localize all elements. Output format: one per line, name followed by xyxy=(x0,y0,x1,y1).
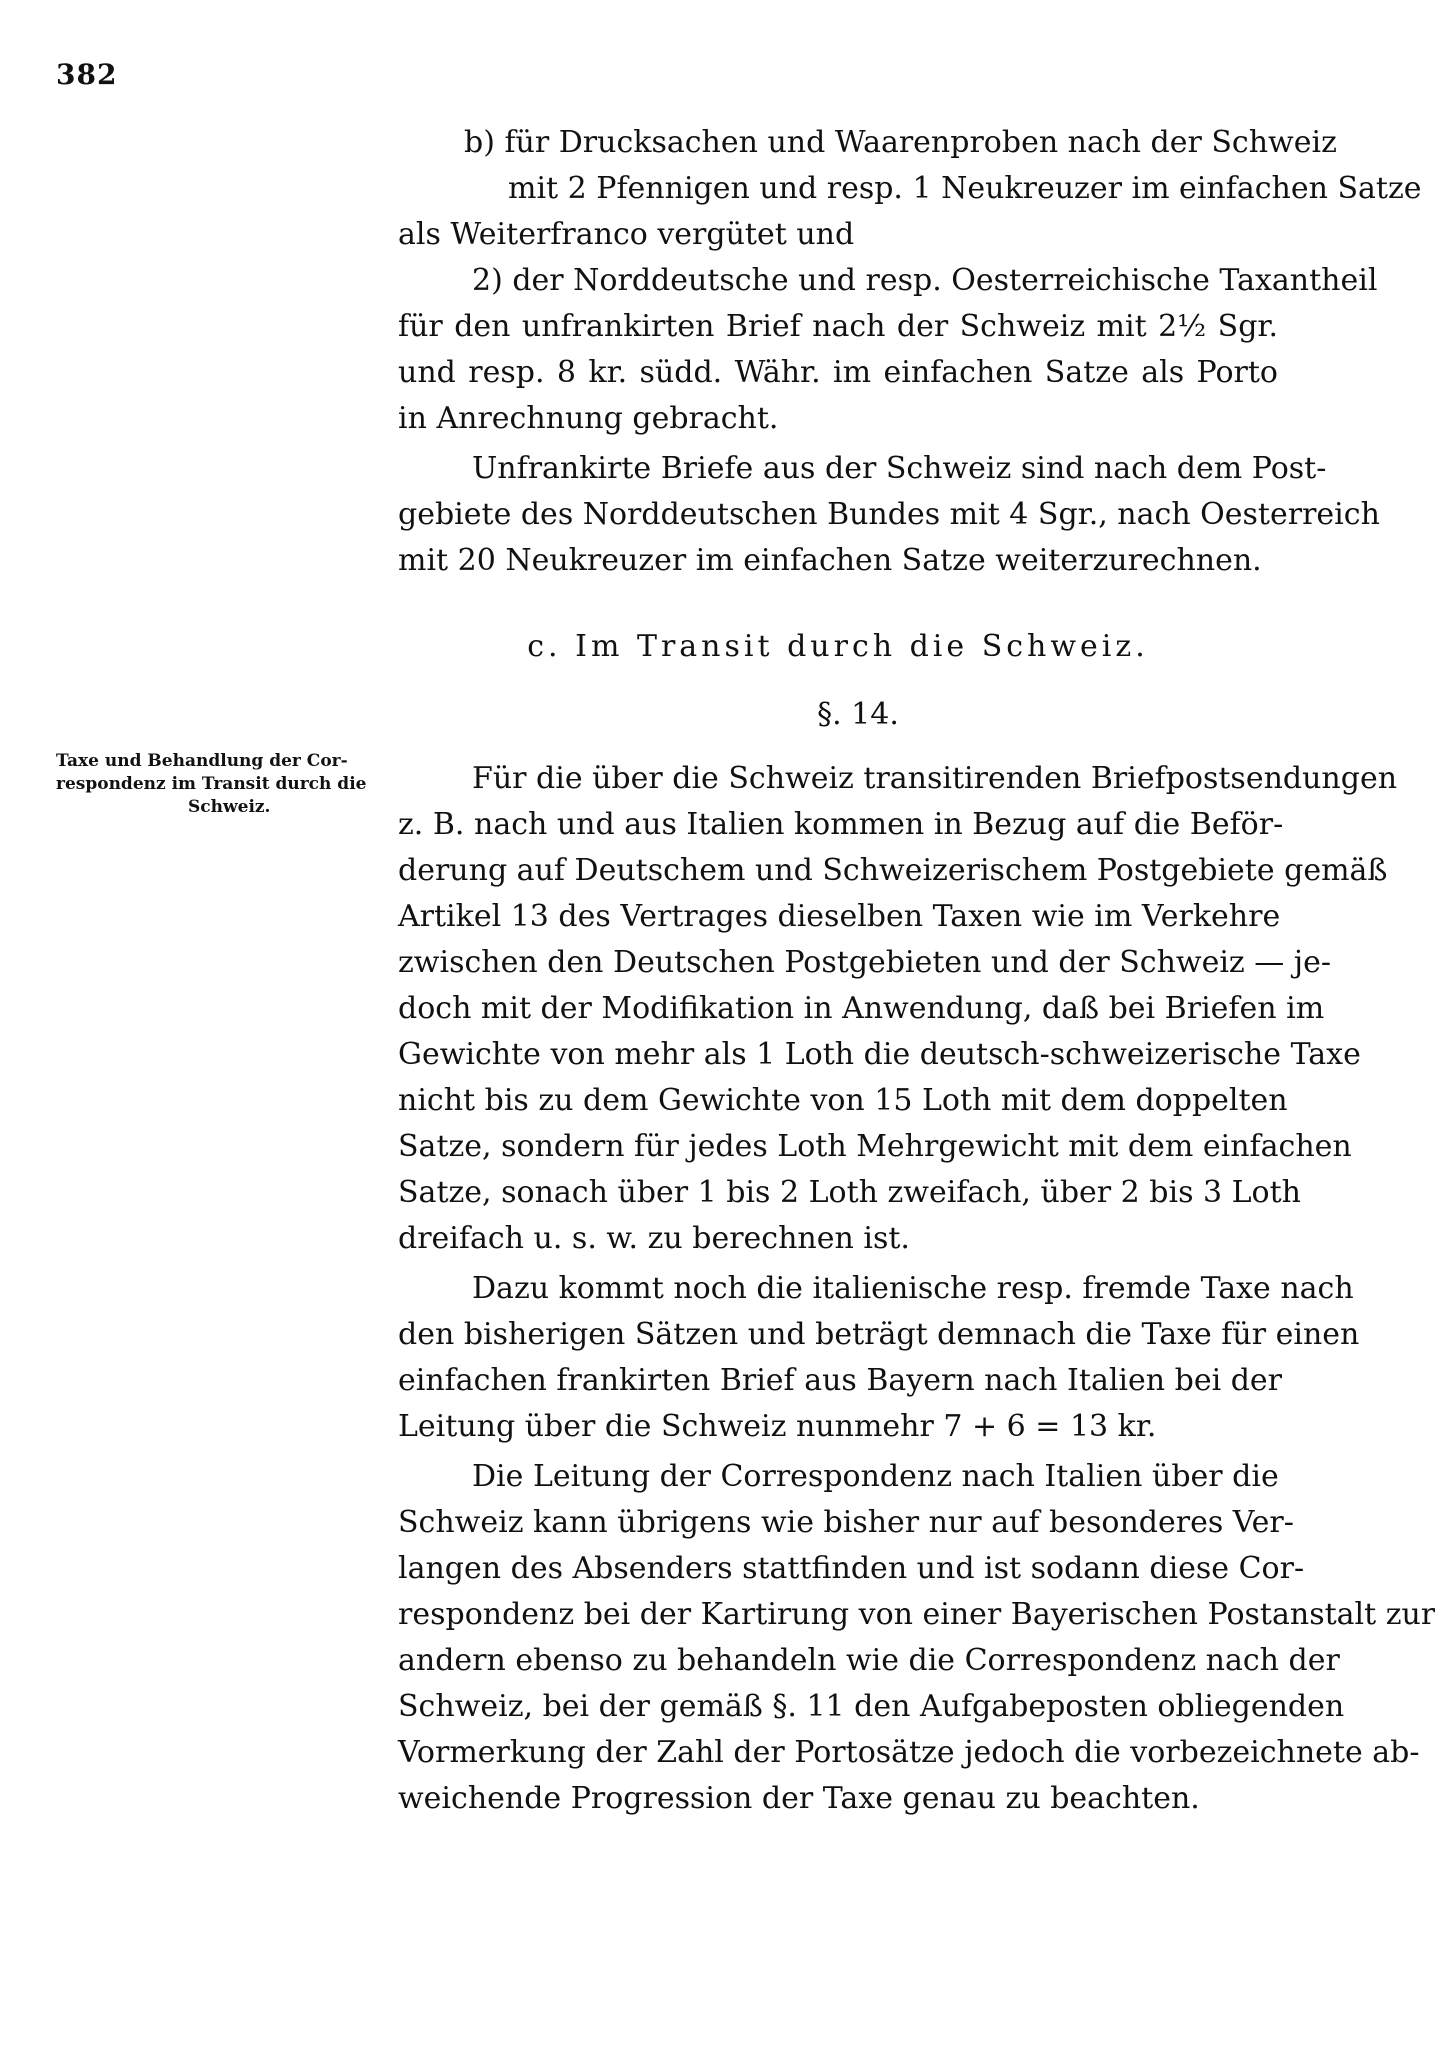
text-line: Unfrankirte Briefe aus der Schweiz sind nach dem Post- xyxy=(472,451,1327,486)
text-line: mit 20 Neukreuzer im einfachen Satze weiterzurechnen. xyxy=(398,543,1262,578)
text-line: Schweiz, bei der gemäß §. 11 den Aufgabeposten obliegenden xyxy=(398,1689,1345,1724)
text-line: einfachen frankirten Brief aus Bayern nach Italien bei der xyxy=(398,1363,1283,1398)
margin-note-line: Schweiz. xyxy=(188,797,271,817)
text-line: weichende Progression der Taxe genau zu beachten. xyxy=(398,1781,1200,1816)
text-line: für den unfrankirten Brief nach der Schweiz mit 2½ Sgr. xyxy=(398,309,1278,344)
text-line: den bisherigen Sätzen und beträgt demnach die Taxe für einen xyxy=(398,1317,1360,1352)
text-line: Schweiz kann übrigens wie bisher nur auf besonderes Ver- xyxy=(398,1505,1294,1540)
section-title: c. Im Transit durch die Schweiz. xyxy=(527,629,1149,664)
section-number: §. 14. xyxy=(817,697,899,732)
main-text xyxy=(398,120,1435,1822)
text-line: 2) der Norddeutsche und resp. Oesterreichische Taxantheil xyxy=(472,263,1378,298)
text-line: mit 2 Pfennigen und resp. 1 Neukreuzer im einfachen Satze xyxy=(508,171,1422,206)
text-line: dreifach u. s. w. zu berechnen ist. xyxy=(398,1221,910,1256)
text-line: Die Leitung der Correspondenz nach Italien über die xyxy=(472,1459,1279,1494)
text-line: respondenz bei der Kartirung von einer Bayerischen Postanstalt zur xyxy=(398,1597,1435,1632)
text-line: langen des Absenders stattfinden und ist sodann diese Cor- xyxy=(398,1551,1305,1586)
text-line: gebiete des Norddeutschen Bundes mit 4 Sgr., nach Oesterreich xyxy=(398,497,1380,532)
text-line: Vormerkung der Zahl der Portosätze jedoch die vorbezeichnete ab- xyxy=(398,1735,1420,1770)
text-line: nicht bis zu dem Gewichte von 15 Loth mit dem doppelten xyxy=(398,1083,1288,1118)
text-line: derung auf Deutschem und Schweizerischem Postgebiete gemäß xyxy=(398,853,1388,888)
margin-note-line: respondenz im Transit durch die xyxy=(56,774,367,794)
text-line: Leitung über die Schweiz nunmehr 7 + 6 = 13 kr. xyxy=(398,1409,1157,1444)
text-line: als Weiterfranco vergütet und xyxy=(398,217,855,252)
margin-note-line: Taxe und Behandlung der Cor- xyxy=(56,751,348,771)
text-line: zwischen den Deutschen Postgebieten und der Schweiz — je- xyxy=(398,945,1331,980)
page-number: 382 xyxy=(56,58,118,91)
margin-note xyxy=(56,750,374,819)
text-line: Satze, sonach über 1 bis 2 Loth zweifach, über 2 bis 3 Loth xyxy=(398,1175,1301,1210)
text-line: Für die über die Schweiz transitirenden Briefpostsendungen xyxy=(472,761,1398,796)
text-line: Artikel 13 des Vertrages dieselben Taxen wie im Verkehre xyxy=(398,899,1281,934)
text-line: z. B. nach und aus Italien kommen in Bezug auf die Beför- xyxy=(398,807,1284,842)
text-line: Dazu kommt noch die italienische resp. fremde Taxe nach xyxy=(472,1271,1354,1306)
text-line: Satze, sondern für jedes Loth Mehrgewicht mit dem einfachen xyxy=(398,1129,1352,1164)
text-line: andern ebenso zu behandeln wie die Correspondenz nach der xyxy=(398,1643,1340,1678)
text-line: und resp. 8 kr. südd. Währ. im einfachen Satze als Porto xyxy=(398,355,1278,390)
text-line: in Anrechnung gebracht. xyxy=(398,401,779,436)
text-line: doch mit der Modifikation in Anwendung, daß bei Briefen im xyxy=(398,991,1325,1026)
text-line: Gewichte von mehr als 1 Loth die deutsch-schweizerische Taxe xyxy=(398,1037,1361,1072)
text-line: b) für Drucksachen und Waarenproben nach der Schweiz xyxy=(464,125,1337,160)
